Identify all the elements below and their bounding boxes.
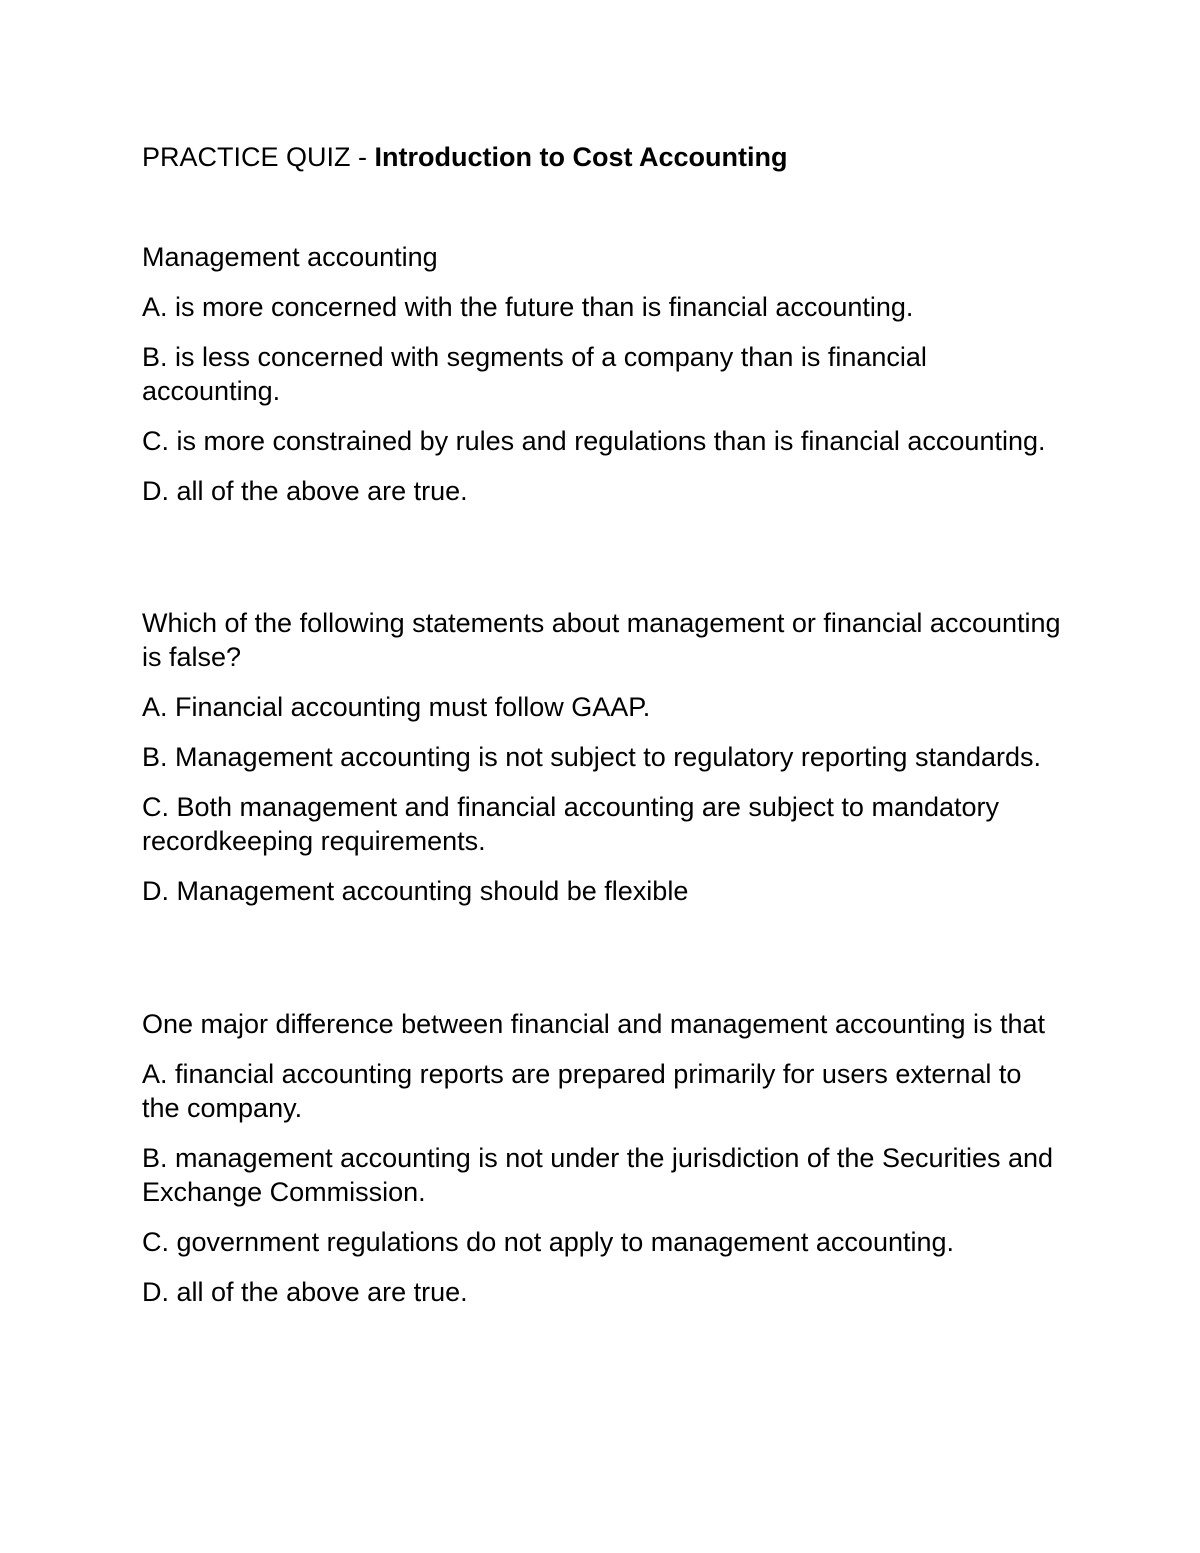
question-3-option-c: C. government regulations do not apply to management accounting. [142, 1227, 955, 1257]
question-1 [142, 240, 1062, 524]
question-2 [142, 606, 1062, 924]
question-1-stem: Management accounting [142, 242, 438, 272]
question-2-option-d: D. Management accounting should be flexible [142, 876, 689, 906]
question-1-option-b: B. is less concerned with segments of a company than is financial accounting. [142, 342, 927, 406]
question-2-option-b: B. Management accounting is not subject to regulatory reporting standards. [142, 742, 1042, 772]
question-3 [142, 1007, 1062, 1325]
question-1-option-d: D. all of the above are true. [142, 476, 468, 506]
page-title [142, 140, 787, 174]
question-3-option-b: B. management accounting is not under the jurisdiction of the Securities and Exchange Commission. [142, 1143, 1054, 1207]
question-2-option-c: C. Both management and financial accounting are subject to mandatory recordkeeping requirements. [142, 792, 1000, 856]
question-3-stem: One major difference between financial and management accounting is that [142, 1009, 1046, 1039]
question-1-option-a: A. is more concerned with the future than is financial accounting. [142, 292, 914, 322]
title-main: Introduction to Cost Accounting [374, 142, 788, 172]
question-1-option-c: C. is more constrained by rules and regulations than is financial accounting. [142, 426, 1046, 456]
question-2-option-a: A. Financial accounting must follow GAAP. [142, 692, 651, 722]
question-3-option-a: A. financial accounting reports are prepared primarily for users external to the company. [142, 1059, 1022, 1123]
question-2-stem: Which of the following statements about management or financial accounting is false? [142, 608, 1061, 672]
question-3-option-d: D. all of the above are true. [142, 1277, 468, 1307]
title-prefix: PRACTICE QUIZ - [142, 142, 375, 172]
